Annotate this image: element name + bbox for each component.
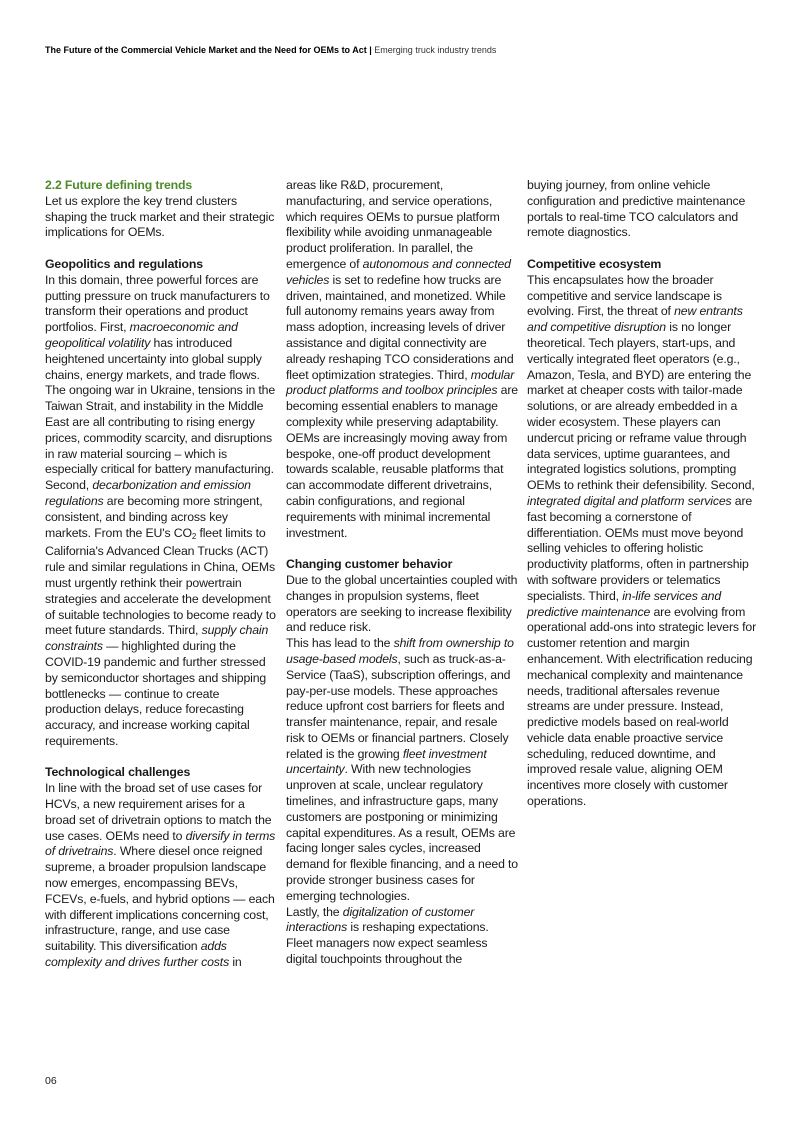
column-3 (527, 178, 759, 810)
page-number: 06 (45, 1075, 57, 1087)
customer-behavior-heading: Changing customer behavior (286, 557, 453, 572)
header-separator: | (369, 45, 372, 55)
document-title: The Future of the Commercial Vehicle Market and the Need for OEMs to Act (45, 45, 367, 55)
geopolitics-paragraph: In this domain, three powerful forces are putting pressure on truck manufacturers to transform their operations and product portfolios. First, macroeconomic and geopolitical volatility has introduced heightened uncertainty into global supply chains, energy markets, and trade flows. The ongoing war in Ukraine, tensions in the Taiwan Strait, and instability in the Middle East are all contributing to rising energy prices, commodity scarcity, and disruptions in raw material sourcing – which is especially critical for battery manufacturing. Second, decarbonization and emission regulations are becoming more stringent, consistent, and binding across key markets. From the EU's $CO_2$ fleet limits to California's Advanced Clean Trucks (ACT) rule and similar regulations in China, OEMs must urgently rethink their powertrain strategies and accelerate the development of suitable technologies to become ready to meet future standards. Third, supply chain constraints — highlighted during the COVID-19 pandemic and further stressed by semiconductor shortages and shipping bottlenecks — continue to create production delays, reduce forecasting accuracy, and increase working capital requirements. (45, 272, 276, 748)
column-1 (45, 178, 277, 971)
customer-paragraph-3: Lastly, the digitalization of customer interactions is reshaping expectations. Fleet managers now expect seamless digital touchpoints throughout the (286, 904, 489, 967)
technology-paragraph: In line with the broad set of use cases for HCVs, a new requirement arises for a broad set of drivetrain options to match the use cases. OEMs need to diversify in terms of drivetrains. Where diesel once reigned supreme, a broader propulsion landscape now emerges, encompassing BEVs, FCEVs, e-fuels, and hybrid options — each with different implications concerning cost, infrastructure, range, and use case suitability. This diversification adds complexity and drives further costs in (45, 781, 276, 970)
column-2 (286, 178, 518, 968)
competitive-paragraph: This encapsulates how the broader competitive and service landscape is evolving. First, the threat of new entrants and competitive disruption is no longer theoretical. Tech players, start-ups, and vertically integrated fleet operators (e.g., Amazon, Tesla, and BYD) are entering the market at cheaper costs with tailor-made solutions, or are already embedded in a wider ecosystem. These players can undercut pricing or reframe value through data services, uptime guarantees, and integrated logistics solutions, prompting OEMs to rethink their defensibility. Second, integrated digital and platform services are fast becoming a cornerstone of differentiation. OEMs must move beyond selling vehicles to offering holistic productivity platforms, often in partnership with software providers or telematics specialists. Third, in-life services and predictive maintenance are evolving from operational add-ons into strategic levers for customer retention and margin enhancement. With electrification reducing mechanical complexity and maintenance needs, traditional aftersales revenue streams are under pressure. Instead, predictive models based on real-world vehicle data enable proactive service scheduling, reduced downtime, and improved resale value, aligning OEM incentives more closely with customer operations. (527, 272, 757, 809)
geopolitics-heading: Geopolitics and regulations (45, 256, 203, 271)
section-heading: 2.2 Future defining trends (45, 178, 193, 192)
running-header (45, 44, 755, 56)
customer-paragraph-1: Due to the global uncertainties coupled with changes in propulsion systems, fleet operators are seeking to increase flexibility and reduce risk. (286, 572, 518, 635)
technology-heading: Technological challenges (45, 765, 191, 780)
customer-paragraph-2: This has lead to the shift from ownership to usage-based models, such as truck-as-a- Service (TaaS), subscription offerings, and pay-per-use models. These approaches reduce upfront cost barriers for fleets and transfer maintenance, repair, and resale risk to OEMs or financial partners. Closely related is the growing fleet investment uncertainty. With new technologies unproven at scale, unclear regulatory timelines, and infrastructure gaps, many customers are postponing or minimizing capital expenditures. As a result, OEMs are facing longer sales cycles, increased demand for flexible financing, and a need to provide stronger business cases for emerging technologies. (286, 636, 518, 903)
competitive-ecosystem-heading: Competitive ecosystem (527, 256, 662, 271)
technology-paragraph-continued: areas like R&D, procurement, manufacturing, and service operations, which requires OEMs to pursue platform flexibility while avoiding unmanageable product proliferation. In parallel, the emergence of autonomous and connected vehicles is set to redefine how trucks are driven, maintained, and monetized. While full autonomy remains years away from mass adoption, increasing levels of driver assistance and digital connectivity are already reshaping TCO considerations and fleet optimization strategies. Third, modular product platforms and toolbox principles are becoming essential enablers to manage complexity while preserving adaptability. OEMs are increasingly moving away from bespoke, one-off product development towards scalable, reusable platforms that can accommodate different drivetrains, cabin configurations, and regional requirements with minimal incremental investment. (286, 178, 518, 540)
customer-paragraph-continued: buying journey, from online vehicle configuration and predictive maintenance portals to real-time TCO calculators and remote diagnostics. (527, 178, 746, 240)
intro-paragraph: Let us explore the key trend clusters shaping the truck market and their strategic implications for OEMs. (45, 193, 275, 240)
section-title: Emerging truck industry trends (374, 45, 497, 55)
